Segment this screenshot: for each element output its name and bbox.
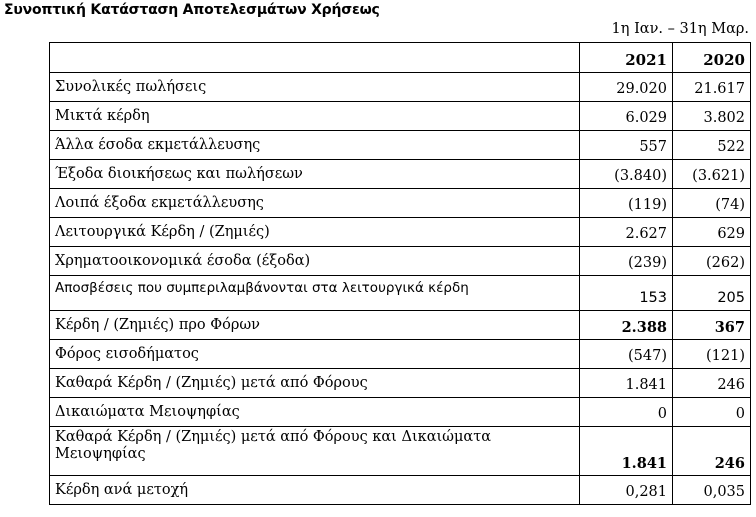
table-row <box>50 476 751 505</box>
row-value-2020: 0,035 <box>673 476 751 505</box>
row-label: Αποσβέσεις που συμπεριλαμβάνονται στα λειτουργικά κέρδη <box>50 276 580 311</box>
row-label: Καθαρά Κέρδη / (Ζημιές) μετά από Φόρους <box>50 369 580 398</box>
table-row <box>50 73 751 102</box>
table-row <box>50 160 751 189</box>
row-value-2021: 2.388 <box>580 311 673 340</box>
row-label: Συνολικές πωλήσεις <box>50 73 580 102</box>
row-label: Κέρδη / (Ζημιές) προ Φόρων <box>50 311 580 340</box>
row-label: Καθαρά Κέρδη / (Ζημιές) μετά από Φόρους και Δικαιώματα Μειοψηφίας <box>50 427 580 476</box>
row-label: Έξοδα διοικήσεως και πωλήσεων <box>50 160 580 189</box>
row-value-2021: 0,281 <box>580 476 673 505</box>
table-row <box>50 369 751 398</box>
row-label: Δικαιώματα Μειοψηφίας <box>50 398 580 427</box>
row-value-2020: 246 <box>673 427 751 476</box>
row-value-2020: (121) <box>673 340 751 369</box>
row-value-2020: 0 <box>673 398 751 427</box>
row-value-2020: 522 <box>673 131 751 160</box>
header-row <box>50 43 751 73</box>
row-value-2020: 205 <box>673 276 751 311</box>
table-row <box>50 102 751 131</box>
row-value-2021: 557 <box>580 131 673 160</box>
row-label: Λειτουργικά Κέρδη / (Ζημιές) <box>50 218 580 247</box>
row-value-2020: 246 <box>673 369 751 398</box>
table-row <box>50 427 751 476</box>
row-value-2021: 153 <box>580 276 673 311</box>
statement-title: Συνοπτική Κατάσταση Αποτελεσμάτων Χρήσεως <box>4 2 380 18</box>
header-label-cell <box>50 43 580 73</box>
table-row <box>50 131 751 160</box>
row-value-2020: 21.617 <box>673 73 751 102</box>
row-label: Άλλα έσοδα εκμετάλλευσης <box>50 131 580 160</box>
row-value-2021: (119) <box>580 189 673 218</box>
period-label: 1η Ιαν. – 31η Μαρ. <box>611 21 749 37</box>
table-row <box>50 247 751 276</box>
row-value-2020: 629 <box>673 218 751 247</box>
table-row <box>50 189 751 218</box>
table-row <box>50 276 751 311</box>
table-row <box>50 340 751 369</box>
income-statement-table <box>49 42 751 505</box>
row-value-2020: (74) <box>673 189 751 218</box>
table-row <box>50 218 751 247</box>
row-value-2020: (3.621) <box>673 160 751 189</box>
row-value-2021: (239) <box>580 247 673 276</box>
row-label: Μικτά κέρδη <box>50 102 580 131</box>
header-year-2021: 2021 <box>580 43 673 73</box>
row-value-2020: 367 <box>673 311 751 340</box>
row-value-2021: 0 <box>580 398 673 427</box>
row-value-2021: (547) <box>580 340 673 369</box>
row-value-2021: 29.020 <box>580 73 673 102</box>
row-value-2021: 1.841 <box>580 427 673 476</box>
row-label: Κέρδη ανά μετοχή <box>50 476 580 505</box>
table-row <box>50 398 751 427</box>
row-value-2020: (262) <box>673 247 751 276</box>
header-year-2020: 2020 <box>673 43 751 73</box>
table-row <box>50 311 751 340</box>
row-label: Λοιπά έξοδα εκμετάλλευσης <box>50 189 580 218</box>
row-value-2021: (3.840) <box>580 160 673 189</box>
row-value-2021: 6.029 <box>580 102 673 131</box>
row-label: Φόρος εισοδήματος <box>50 340 580 369</box>
row-value-2021: 2.627 <box>580 218 673 247</box>
row-value-2020: 3.802 <box>673 102 751 131</box>
row-label: Χρηματοοικονομικά έσοδα (έξοδα) <box>50 247 580 276</box>
row-value-2021: 1.841 <box>580 369 673 398</box>
